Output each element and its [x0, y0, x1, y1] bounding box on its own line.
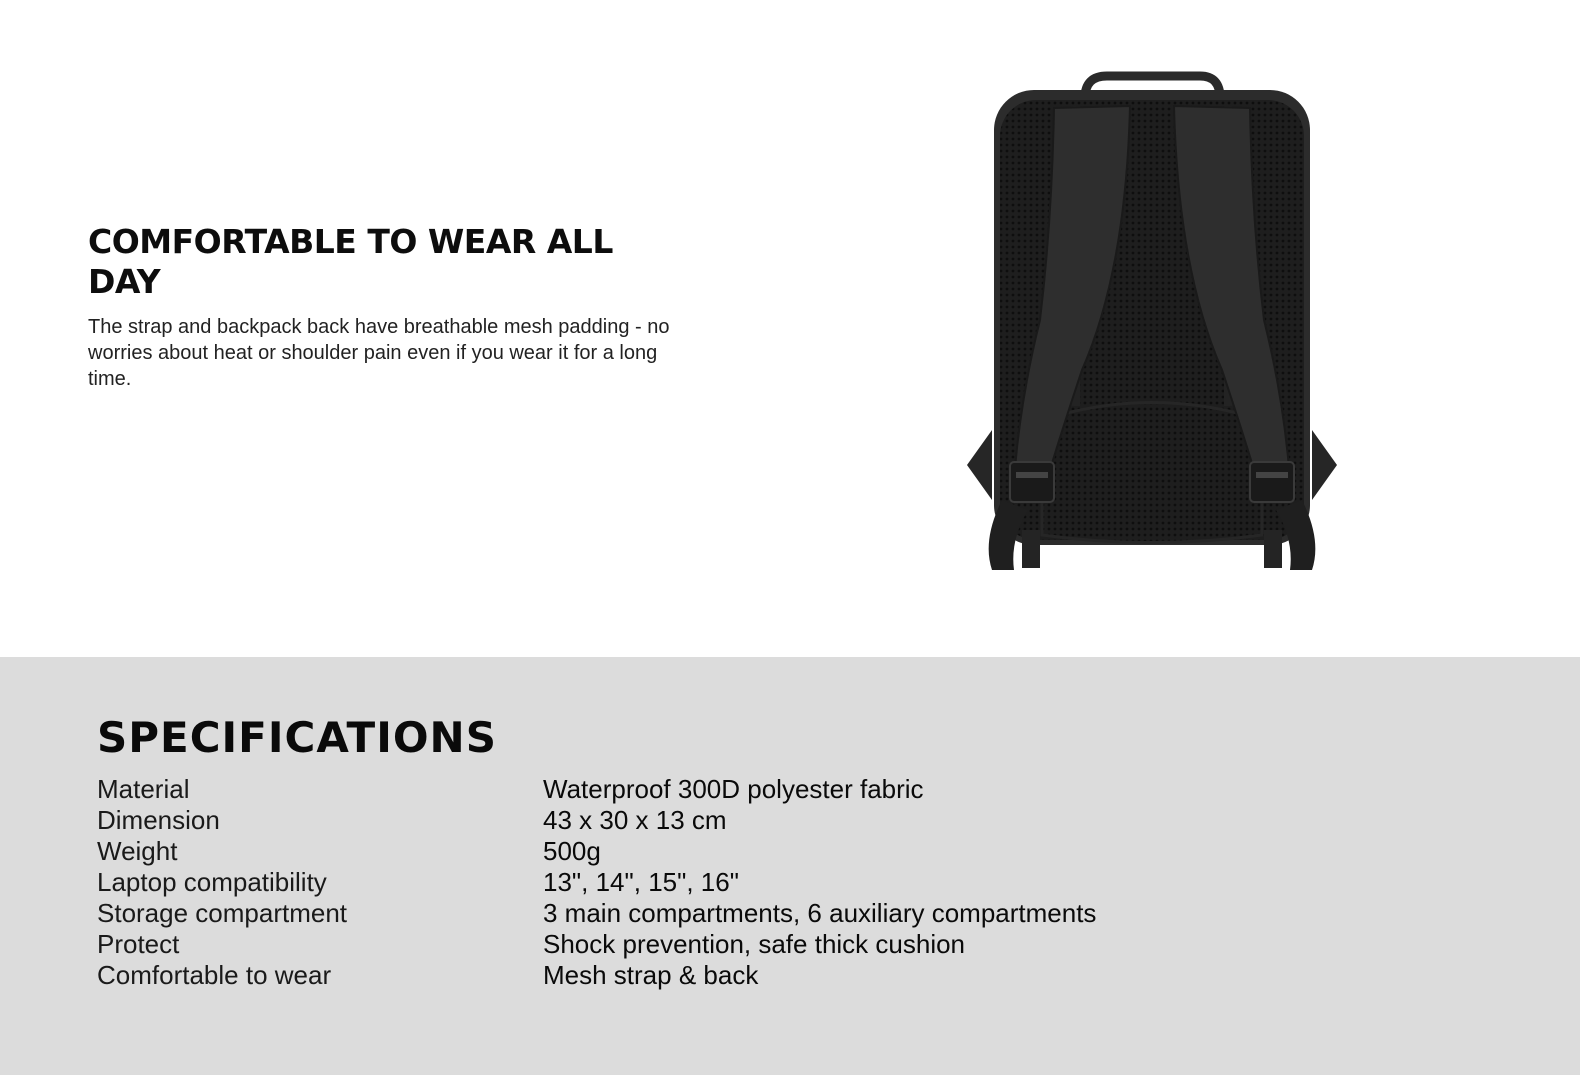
spec-label: Material: [97, 774, 190, 804]
spec-label: Protect: [97, 929, 180, 959]
hero-title: COMFORTABLE TO WEAR ALL DAY: [88, 222, 613, 301]
spec-row-material: [97, 774, 1297, 805]
spec-label: Weight: [97, 836, 178, 866]
spec-value: 13", 14", 15", 16": [543, 867, 739, 897]
spec-label: Storage compartment: [97, 898, 348, 928]
spec-row-storage-compartment: [97, 898, 1297, 929]
specifications-title: SPECIFICATIONS: [97, 713, 497, 762]
spec-row-dimension: [97, 805, 1297, 836]
spec-value: Shock prevention, safe thick cushion: [543, 929, 966, 959]
specifications-section: [0, 657, 1580, 1075]
spec-label: Comfortable to wear: [97, 960, 332, 990]
spec-value: Waterproof 300D polyester fabric: [543, 774, 924, 804]
spec-row-protect: [97, 929, 1297, 960]
spec-row-weight: [97, 836, 1297, 867]
spec-value: Mesh strap & back: [543, 960, 759, 990]
backpack-image: [962, 70, 1342, 575]
spec-value: 43 x 30 x 13 cm: [543, 805, 727, 835]
spec-value: 3 main compartments, 6 auxiliary compartments: [543, 898, 1097, 928]
spec-row-laptop-compatibility: [97, 867, 1297, 898]
hero-text-block: [88, 222, 688, 392]
hero-description: The strap and backpack back have breathable mesh padding - no worries about heat or shoulder pain even if you wear it for a long time.: [88, 316, 670, 390]
spec-label: Laptop compatibility: [97, 867, 327, 897]
spec-value: 500g: [543, 836, 601, 866]
spec-row-comfortable-to-wear: [97, 960, 1297, 991]
spec-list: [97, 774, 1297, 991]
spec-label: Dimension: [97, 805, 220, 835]
